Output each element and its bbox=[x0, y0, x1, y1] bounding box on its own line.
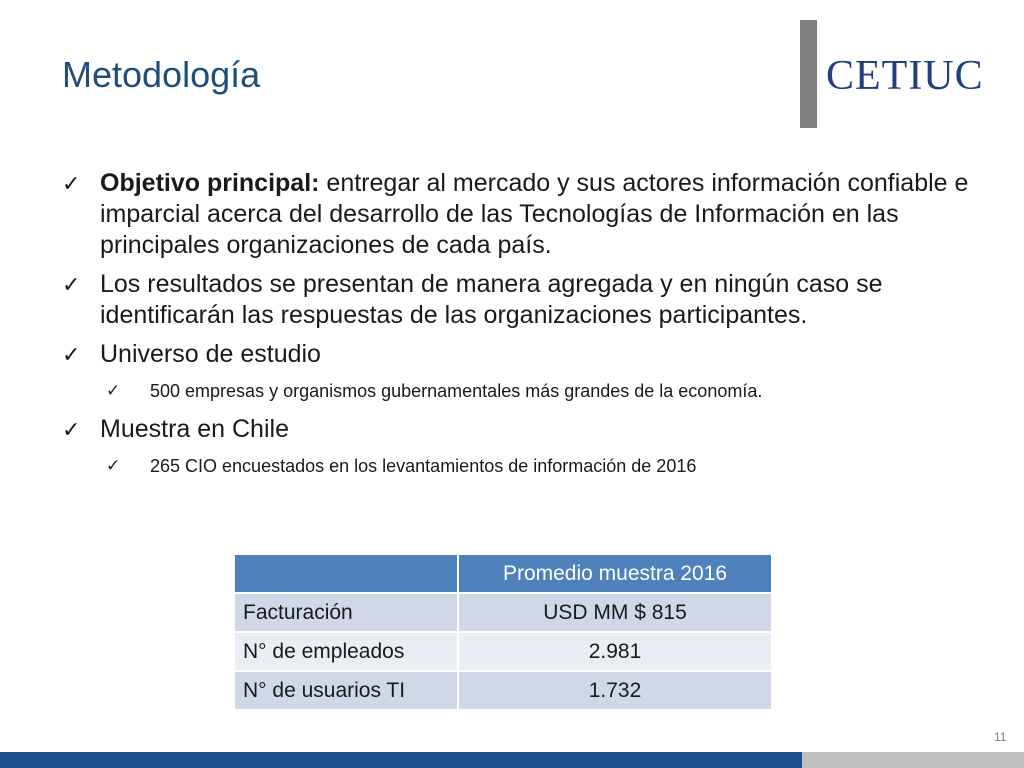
subbullet-empresas bbox=[106, 378, 982, 404]
subbullet-cio bbox=[106, 453, 982, 479]
table-cell-value: 2.981 bbox=[458, 632, 772, 671]
check-icon: ✓ bbox=[106, 381, 121, 400]
subbullet-text: 500 empresas y organismos gubernamentales más grandes de la economía. bbox=[150, 381, 763, 401]
table-row bbox=[234, 671, 772, 710]
check-icon: ✓ bbox=[62, 342, 81, 367]
bullet-muestra bbox=[62, 414, 982, 445]
check-icon: ✓ bbox=[106, 456, 121, 475]
table-cell-value: USD MM $ 815 bbox=[458, 593, 772, 632]
table-row bbox=[234, 593, 772, 632]
table-header-cell bbox=[234, 554, 458, 593]
table-header-row bbox=[234, 554, 772, 593]
bullet-list bbox=[62, 168, 982, 489]
check-icon: ✓ bbox=[62, 171, 81, 196]
table-row bbox=[234, 632, 772, 671]
cetiuc-logo: CETIUC bbox=[826, 53, 984, 99]
footer-bar-blue bbox=[0, 752, 802, 768]
bullet-text: Los resultados se presentan de manera agregada y en ningún caso se identificarán las respuestas de las organizaciones participantes. bbox=[100, 270, 883, 329]
bullet-universo bbox=[62, 339, 982, 370]
check-icon: ✓ bbox=[62, 417, 81, 442]
stats-table bbox=[233, 553, 773, 711]
check-icon: ✓ bbox=[62, 272, 81, 297]
bullet-lead: Objetivo principal: bbox=[100, 169, 320, 197]
footer-bar-gray bbox=[802, 752, 1024, 768]
table-header-cell: Promedio muestra 2016 bbox=[458, 554, 772, 593]
bullet-text: Muestra en Chile bbox=[100, 415, 289, 443]
table-cell-label: Facturación bbox=[234, 593, 458, 632]
bullet-objetivo bbox=[62, 168, 982, 261]
bullet-resultados bbox=[62, 269, 982, 331]
subbullet-text: 265 CIO encuestados en los levantamientos de información de 2016 bbox=[150, 456, 697, 476]
logo-bar bbox=[800, 20, 817, 128]
bullet-text: Universo de estudio bbox=[100, 340, 321, 368]
table-cell-label: N° de empleados bbox=[234, 632, 458, 671]
table-cell-label: N° de usuarios TI bbox=[234, 671, 458, 710]
bullet-body: entregar al mercado y sus actores información confiable e imparcial acerca del desarrollo de las Tecnologías de Información en las principales organizaciones de cada país. bbox=[100, 169, 969, 259]
page-number: 11 bbox=[994, 730, 1007, 744]
table-cell-value: 1.732 bbox=[458, 671, 772, 710]
page-title: Metodología bbox=[62, 54, 261, 95]
bullet-text bbox=[100, 168, 982, 261]
